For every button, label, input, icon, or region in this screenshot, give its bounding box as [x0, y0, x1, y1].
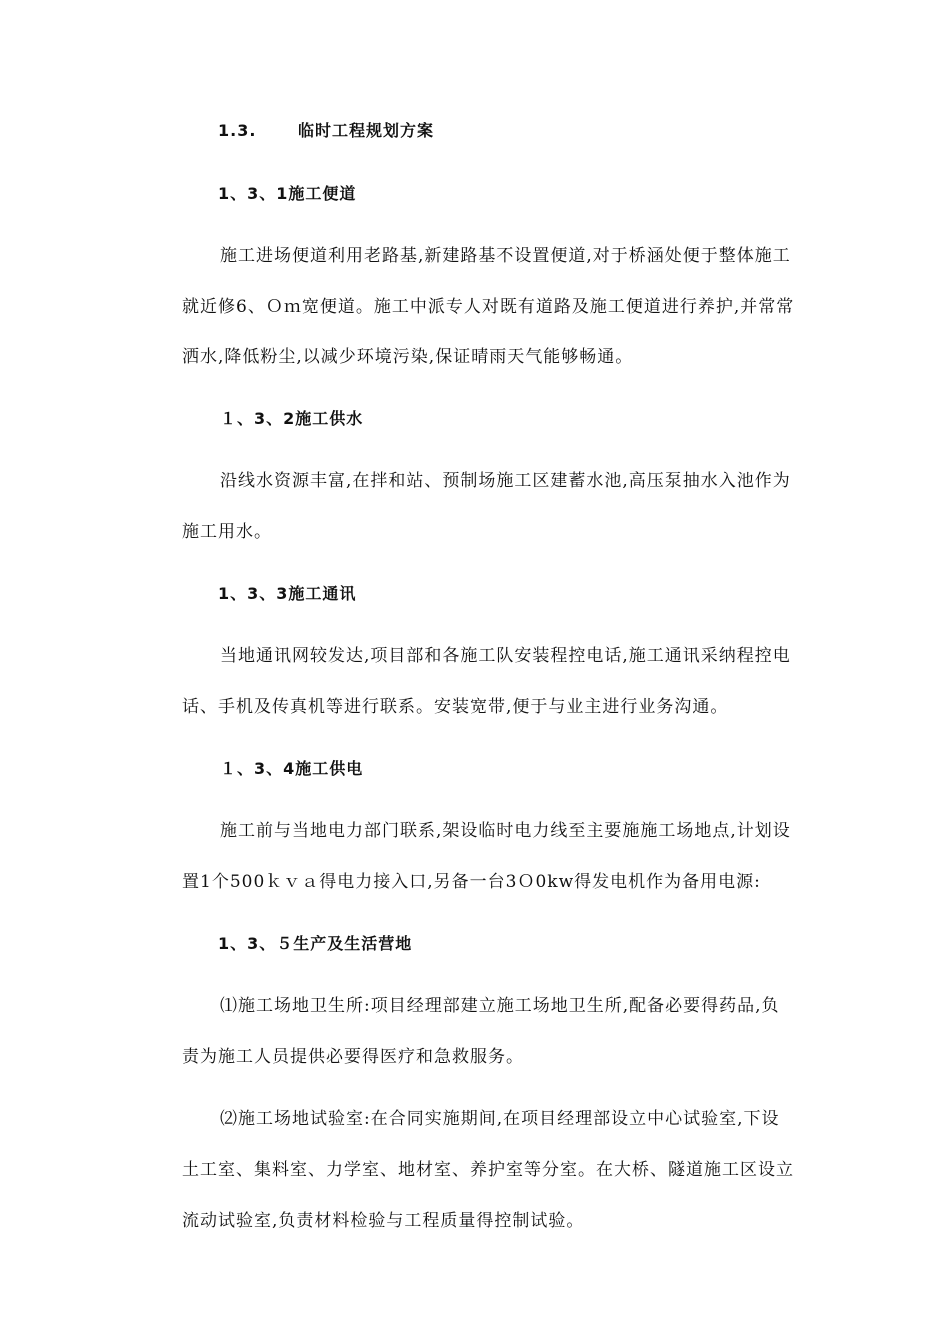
paragraph-line: 施工进场便道利用老路基,新建路基不设置便道,对于桥涵处便于整体施工: [220, 246, 791, 266]
subsection-heading: １、3、4施工供电: [220, 759, 364, 778]
subsection-heading: 1、3、3施工通讯: [218, 584, 357, 603]
paragraph-line: 话、手机及传真机等进行联系。安装宽带,便于与业主进行业务沟通。: [182, 697, 729, 717]
paragraph-line: 当地通讯网较发达,项目部和各施工队安装程控电话,施工通讯采纳程控电: [220, 646, 791, 666]
subsection-heading: １、3、2施工供水: [220, 409, 364, 428]
subsection-heading: 1、3、1施工便道: [218, 184, 357, 203]
paragraph-line: 置1个500ｋｖａ得电力接入口,另备一台3Ｏ0kw得发电机作为备用电源:: [182, 872, 761, 892]
paragraph-line: ⑵施工场地试验室:在合同实施期间,在项目经理部设立中心试验室,下设: [220, 1109, 780, 1129]
paragraph-line: 洒水,降低粉尘,以减少环境污染,保证晴雨天气能够畅通。: [182, 347, 634, 367]
subsection-heading: 1、3、５生产及生活营地: [218, 934, 413, 953]
paragraph-line: 沿线水资源丰富,在拌和站、预制场施工区建蓄水池,高压泵抽水入池作为: [220, 471, 791, 491]
section-title-text: 临时工程规划方案: [298, 121, 435, 140]
paragraph-line: 流动试验室,负责材料检验与工程质量得控制试验。: [182, 1211, 585, 1231]
paragraph-line: 土工室、集料室、力学室、地材室、养护室等分室。在大桥、隧道施工区设立: [182, 1160, 794, 1180]
paragraph-line: 施工前与当地电力部门联系,架设临时电力线至主要施施工场地点,计划设: [220, 821, 791, 841]
section-number: 1.3.: [218, 121, 257, 140]
paragraph-line: 就近修6、Ｏｍ宽便道。施工中派专人对既有道路及施工便道进行养护,并常常: [182, 297, 795, 317]
paragraph-line: 责为施工人员提供必要得医疗和急救服务。: [182, 1047, 524, 1067]
section-title: [218, 120, 434, 142]
paragraph-line: 施工用水。: [182, 522, 272, 542]
paragraph-line: ⑴施工场地卫生所:项目经理部建立施工场地卫生所,配备必要得药品,负: [220, 996, 780, 1016]
